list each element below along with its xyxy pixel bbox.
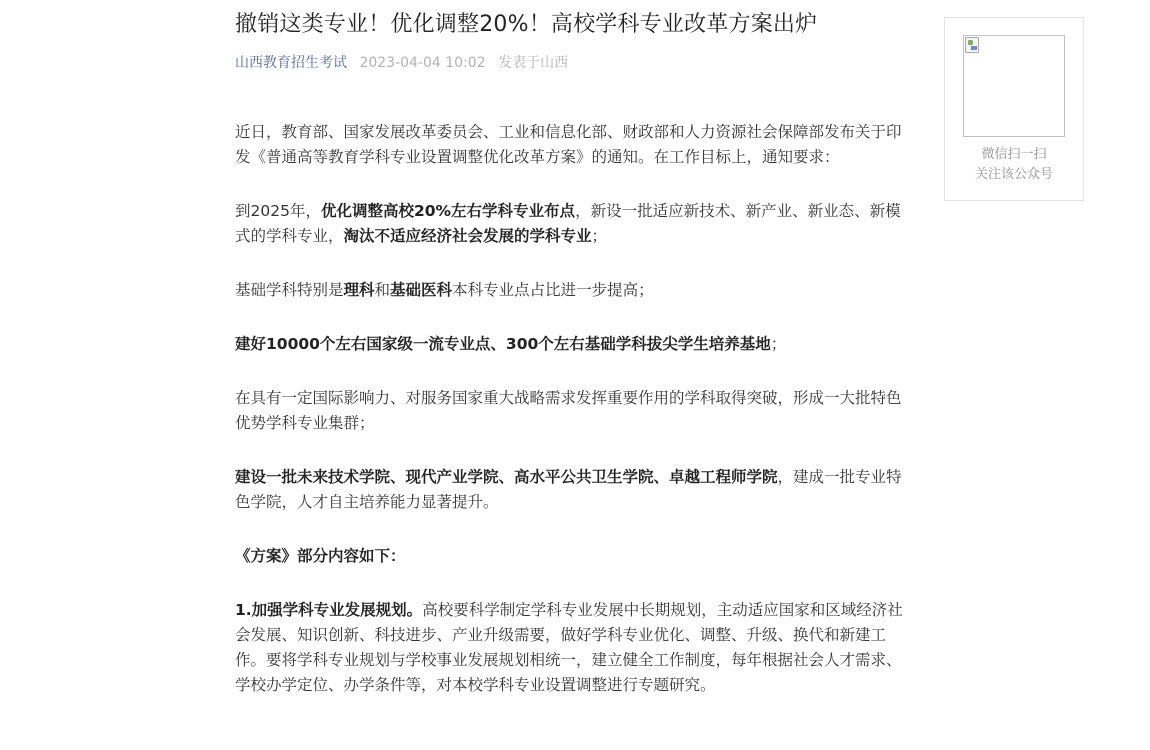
text-segment: 高校要科学制定学科专业发展中长期规划，主动适应国家和区域经济社会发展、知识创新、科技进步、产业升级需要，做好学科专业优化、调整、升级、换代和新建工作。要将学科专业规划与学校事业发展规划相统一，建立健全工作制度，每年根据社会人才需求、学校办学定位、办学条件等，对本校学科专业设置调整进行专题研究。 [235, 601, 903, 694]
publish-time: 2023-04-04 10:02 [359, 55, 486, 71]
paragraph-basic-disciplines [235, 278, 915, 303]
bold-segment: 《方案》部分内容如下： [235, 547, 406, 565]
paragraph-item-1 [235, 598, 915, 698]
qr-caption [945, 145, 1083, 185]
text-segment: ； [770, 335, 787, 353]
paragraph-goal-2025 [235, 199, 915, 249]
account-name-link[interactable]: 山西教育招生考试 [235, 55, 347, 71]
article [235, 8, 915, 727]
paragraph-breakthrough: 在具有一定国际影响力、对服务国家重大战略需求发挥重要作用的学科取得突破，形成一大批特色优势学科专业集群； [235, 389, 902, 432]
paragraph-plan-heading [235, 544, 915, 569]
text-segment: ； [591, 227, 608, 245]
article-meta [235, 52, 915, 74]
qr-code-panel [944, 17, 1084, 201]
publish-location: 发表于山西 [498, 55, 569, 71]
bold-segment: 优化调整高校20%左右学科专业布点 [320, 202, 576, 220]
bold-segment: 基础医科 [390, 281, 453, 299]
text-segment: 到2025年， [235, 202, 321, 220]
qr-caption-line2: 关注该公众号 [974, 167, 1053, 182]
paragraph-colleges [235, 465, 915, 515]
text-segment: ，建成一批专业特色学院，人才自主培养能力显著提升。 [235, 468, 902, 511]
bold-segment: 理科 [343, 281, 375, 299]
bold-segment: 建好10000个左右国家级一流专业点、300个左右基础学科拔尖学生培养基地 [235, 335, 771, 353]
qr-code-image [963, 35, 1065, 137]
text-segment: 基础学科特别是 [235, 281, 344, 299]
paragraph-first-class-majors [235, 332, 915, 357]
bold-segment: 淘汰不适应经济社会发展的学科专业 [343, 227, 592, 245]
article-title: 撤销这类专业！优化调整20%！高校学科专业改革方案出炉 [235, 12, 818, 37]
article-content [235, 120, 915, 698]
text-segment: 和 [374, 281, 391, 299]
qr-caption-line1: 微信扫一扫 [981, 147, 1047, 162]
broken-image-icon [965, 37, 979, 53]
text-segment: 本科专业点占比进一步提高； [452, 281, 654, 299]
paragraph-intro: 近日，教育部、国家发展改革委员会、工业和信息化部、财政部和人力资源社会保障部发布关于印发《普通高等教育学科专业设置调整优化改革方案》的通知。在工作目标上，通知要求： [235, 123, 902, 166]
bold-segment: 建设一批未来技术学院、现代产业学院、高水平公共卫生学院、卓越工程师学院 [235, 468, 778, 486]
text-segment: ，新设一批适应新技术、新产业、新业态、新模式的学科专业， [235, 202, 901, 245]
bold-segment: 1.加强学科专业发展规划。 [235, 601, 423, 619]
